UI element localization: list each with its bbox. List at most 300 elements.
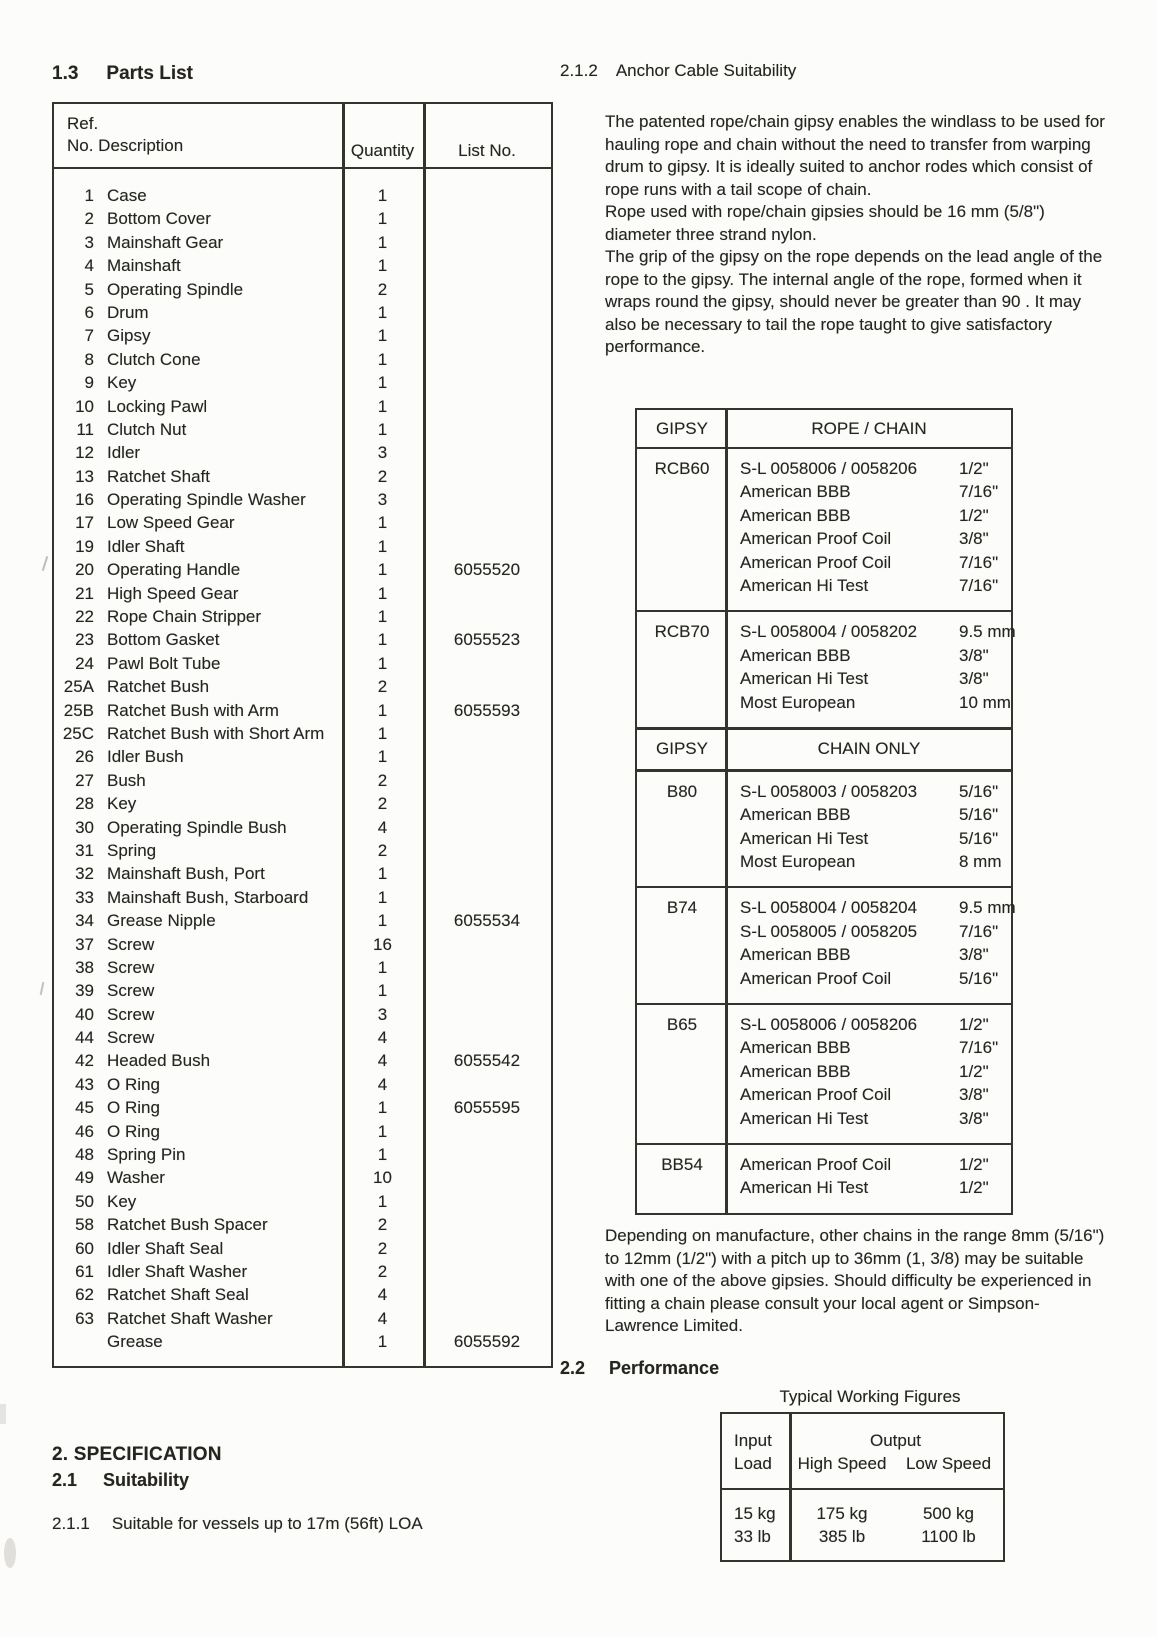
- performance-table: [720, 1412, 1005, 1562]
- part-quantity: 4: [377, 1028, 388, 1048]
- parts-table-row: [54, 1283, 551, 1306]
- gipsy-model-code: RCB70: [654, 622, 710, 642]
- parts-table-row: [54, 1143, 551, 1166]
- part-list-no: 6055593: [453, 700, 521, 720]
- low-speed-value: 500 kg: [922, 1504, 975, 1523]
- gipsy-group: [637, 1143, 1011, 1213]
- parts-table-row: [54, 441, 551, 464]
- part-quantity: 1: [377, 1121, 388, 1141]
- chain-spec-row: [727, 967, 1016, 990]
- chain-name: American Proof Coil: [740, 1154, 892, 1174]
- part-quantity: 1: [377, 747, 388, 767]
- cable-type-header: CHAIN ONLY: [817, 739, 921, 759]
- parts-table-row: [54, 301, 551, 324]
- parts-table-row: [54, 371, 551, 394]
- chain-spec-row: [727, 1036, 1011, 1059]
- part-quantity: 10: [373, 1168, 392, 1188]
- gipsy-model-code: BB54: [661, 1154, 703, 1174]
- performance-row: [722, 1525, 1003, 1548]
- part-description: Idler Shaft Seal: [107, 1238, 224, 1258]
- parts-table-row: [54, 745, 551, 768]
- chain-spec-row: [727, 527, 1011, 550]
- part-ref-no: 37: [75, 934, 94, 954]
- parts-table-row: [54, 1213, 551, 1236]
- section-number: 2.1: [52, 1470, 78, 1490]
- part-list-no: [423, 488, 551, 511]
- part-ref-no: 22: [75, 607, 94, 627]
- part-list-no: [423, 301, 551, 324]
- chain-size: 5/16": [959, 968, 999, 988]
- part-list-no: [423, 395, 551, 418]
- chain-size: 7/16": [959, 921, 999, 941]
- chain-size: 3/8": [959, 1108, 989, 1128]
- part-quantity: 1: [377, 396, 388, 416]
- part-list-no: 6055592: [453, 1332, 521, 1352]
- parts-table-row: [54, 1120, 551, 1143]
- part-description: Mainshaft: [107, 256, 181, 276]
- gipsy-model-code: RCB60: [654, 459, 710, 478]
- part-list-no: [423, 1073, 551, 1096]
- part-list-no: [423, 511, 551, 534]
- parts-table-row: [54, 348, 551, 371]
- part-list-no: [423, 1307, 551, 1330]
- chain-spec-row: [727, 457, 1011, 480]
- input-load-value: 15 kg: [734, 1504, 776, 1523]
- part-ref-no: 31: [75, 840, 94, 860]
- parts-table-body: [54, 169, 551, 1354]
- chain-size: 1/2": [959, 1154, 989, 1174]
- part-list-no: [423, 862, 551, 885]
- chain-name: Most European: [740, 852, 856, 872]
- chain-name: American BBB: [740, 482, 851, 502]
- chain-size: 9.5 mm: [959, 622, 1016, 642]
- part-description: Bottom Cover: [107, 209, 211, 229]
- section-title: Anchor Cable Suitability: [615, 61, 797, 80]
- part-ref-no: 23: [75, 630, 94, 650]
- chain-name: American BBB: [740, 505, 851, 525]
- high-speed-value: 385 lb: [818, 1527, 866, 1547]
- part-description: Ratchet Bush with Short Arm: [107, 723, 325, 743]
- part-list-no: [423, 745, 551, 768]
- part-list-no: [423, 582, 551, 605]
- output-header: Output: [869, 1431, 922, 1450]
- part-ref-no: 10: [75, 396, 94, 416]
- part-ref-no: 33: [75, 887, 94, 907]
- part-list-no: [423, 231, 551, 254]
- part-list-no: [423, 324, 551, 347]
- part-quantity: 3: [377, 443, 388, 463]
- chain-size: 10 mm: [959, 692, 1011, 712]
- gipsy-column-header: GIPSY: [656, 739, 708, 759]
- gipsy-model-code: B65: [666, 1015, 698, 1035]
- part-quantity: 2: [377, 677, 388, 697]
- section-number: 2.1.2: [560, 61, 598, 80]
- parts-table-row: [54, 1260, 551, 1283]
- part-ref-no: 40: [75, 1004, 94, 1024]
- part-list-no: [423, 348, 551, 371]
- parts-table-row: [54, 909, 551, 932]
- chain-spec-row: [727, 504, 1011, 527]
- cable-type-header: ROPE / CHAIN: [811, 418, 927, 438]
- parts-table-row: [54, 558, 551, 581]
- parts-table-row: [54, 231, 551, 254]
- chain-spec-row: [727, 1176, 1011, 1199]
- part-description: Screw: [107, 981, 155, 1001]
- chain-name: American BBB: [740, 1038, 851, 1058]
- parts-table-row: [54, 1237, 551, 1260]
- part-ref-no: 32: [75, 864, 94, 884]
- part-description: Key: [107, 1191, 137, 1211]
- chain-size: 1/2": [959, 1061, 989, 1081]
- part-ref-no: 17: [75, 513, 94, 533]
- parts-table-row: [54, 1003, 551, 1026]
- input-load-value: 33 lb: [734, 1527, 771, 1547]
- part-ref-no: 63: [75, 1308, 94, 1328]
- parts-table-row: [54, 1073, 551, 1096]
- gipsy-chain-rows: [727, 1013, 1011, 1130]
- gipsy-group: [637, 610, 1016, 727]
- chain-size: 3/8": [959, 645, 989, 665]
- parts-table-row: [54, 979, 551, 1002]
- part-description: Ratchet Bush: [107, 677, 210, 697]
- parts-table-row: [54, 511, 551, 534]
- part-ref-no: 62: [75, 1285, 94, 1305]
- part-description: Idler: [107, 443, 141, 463]
- part-description: Bush: [107, 770, 146, 790]
- part-ref-no: 25A: [63, 677, 94, 697]
- high-speed-value: 175 kg: [816, 1504, 868, 1523]
- parts-table-row: [54, 675, 551, 698]
- part-description: Gipsy: [107, 326, 151, 346]
- part-ref-no: 61: [75, 1261, 94, 1281]
- chain-name: American Proof Coil: [740, 529, 892, 549]
- part-quantity: 1: [377, 209, 388, 229]
- chain-name: S-L 0058006 / 0058206: [740, 459, 918, 478]
- part-list-no: [423, 675, 551, 698]
- specification-heading: 2. SPECIFICATION: [52, 1444, 222, 1465]
- part-ref-no: 24: [75, 653, 94, 673]
- chain-name: Most European: [740, 692, 856, 712]
- part-ref-no: 11: [76, 419, 94, 439]
- parts-table-row: [54, 1096, 551, 1119]
- part-quantity: 1: [377, 911, 388, 931]
- part-description: Idler Bush: [107, 747, 184, 767]
- gipsy-chain-rows: [727, 1153, 1011, 1200]
- part-description: O Ring: [107, 1121, 160, 1141]
- part-quantity: 1: [377, 607, 388, 627]
- clause-number: 2.1.1: [52, 1514, 90, 1533]
- part-ref-no: 43: [75, 1074, 94, 1094]
- part-description: Idler Shaft Washer: [107, 1261, 248, 1281]
- part-quantity: 1: [377, 560, 388, 580]
- part-description: Ratchet Shaft: [107, 466, 211, 486]
- part-quantity: 2: [377, 1238, 388, 1258]
- parts-list-heading: [52, 63, 193, 85]
- part-quantity: 4: [377, 1308, 388, 1328]
- chain-spec-row: [727, 780, 1011, 803]
- quantity-header: Quantity: [350, 141, 415, 160]
- part-list-no: [423, 1120, 551, 1143]
- part-description: Bottom Gasket: [107, 630, 220, 650]
- part-quantity: 4: [377, 817, 388, 837]
- chain-size: 5/16": [959, 828, 999, 848]
- part-ref-no: 45: [75, 1098, 94, 1118]
- ref-description-header: Ref. No. Description: [67, 114, 184, 155]
- suitability-heading: [52, 1470, 189, 1491]
- parts-table-row: [54, 862, 551, 885]
- part-quantity: 1: [377, 349, 388, 369]
- load-header: Load: [734, 1454, 772, 1473]
- part-ref-no: 3: [84, 232, 94, 252]
- parts-table-row: [54, 582, 551, 605]
- part-list-no: [423, 979, 551, 1002]
- part-quantity: 2: [377, 279, 388, 299]
- high-speed-header: High Speed: [797, 1454, 887, 1473]
- chain-spec-row: [727, 644, 1016, 667]
- part-ref-no: 2: [84, 209, 94, 229]
- part-quantity: 2: [377, 840, 388, 860]
- parts-table-row: [54, 254, 551, 277]
- chain-spec-row: [727, 667, 1016, 690]
- chain-name: S-L 0058003 / 0058203: [740, 781, 918, 801]
- part-ref-no: 44: [75, 1028, 94, 1048]
- section-number: 2.2: [560, 1358, 586, 1378]
- part-ref-no: 5: [84, 279, 94, 299]
- part-description: Mainshaft Gear: [107, 232, 224, 252]
- part-list-no: [423, 652, 551, 675]
- part-list-no: [423, 418, 551, 441]
- part-quantity: 1: [377, 864, 388, 884]
- part-description: O Ring: [107, 1074, 160, 1094]
- part-ref-no: 49: [75, 1168, 94, 1188]
- low-speed-value: 1100 lb: [921, 1527, 976, 1547]
- part-list-no: [423, 1213, 551, 1236]
- part-quantity: 1: [377, 232, 388, 252]
- chain-name: American Hi Test: [740, 669, 869, 689]
- part-description: Drum: [107, 302, 149, 322]
- part-quantity: 1: [377, 1145, 388, 1165]
- performance-caption: Typical Working Figures: [779, 1387, 961, 1406]
- part-description: O Ring: [107, 1098, 160, 1118]
- parts-table-row: [54, 1049, 551, 1072]
- part-quantity: 2: [377, 794, 388, 814]
- part-description: Clutch Nut: [107, 419, 187, 439]
- part-ref-no: 39: [75, 981, 94, 1001]
- parts-table-row: [54, 278, 551, 301]
- chain-spec-row: [727, 943, 1016, 966]
- parts-table-row: [54, 886, 551, 909]
- part-description: Pawl Bolt Tube: [107, 653, 221, 673]
- chain-size: 3/8": [959, 1085, 989, 1105]
- part-description: Screw: [107, 1028, 155, 1048]
- parts-table-row: [54, 933, 551, 956]
- parts-table-row: [54, 628, 551, 651]
- part-ref-no: 7: [84, 326, 94, 346]
- part-list-no: [423, 1026, 551, 1049]
- part-list-no: [423, 254, 551, 277]
- part-ref-no: 30: [75, 817, 94, 837]
- paragraph: The grip of the gipsy on the rope depends on the lead angle of the rope to the gipsy. The internal angle of the rope, formed when it wraps round the gipsy, should never be greater than 90 . It may also be necessary to tail the rope taught to give satisfactory performance.: [605, 247, 1103, 356]
- anchor-cable-paragraphs: [605, 111, 1105, 359]
- parts-table-row: [54, 1330, 551, 1353]
- parts-table-row: [54, 956, 551, 979]
- section-title: Parts List: [106, 63, 194, 84]
- part-description: Screw: [107, 934, 155, 954]
- part-ref-no: 12: [75, 443, 94, 463]
- parts-table-row: [54, 395, 551, 418]
- chain-size: 1/2": [959, 505, 989, 525]
- suitability-item: [52, 1514, 423, 1534]
- part-quantity: 1: [377, 186, 388, 205]
- part-ref-no: 50: [75, 1191, 94, 1211]
- parts-table-row: [54, 324, 551, 347]
- part-ref-no: 21: [75, 583, 94, 603]
- part-quantity: 1: [377, 653, 388, 673]
- part-list-no: [423, 1190, 551, 1213]
- parts-table: [52, 102, 553, 1368]
- part-ref-no: 1: [84, 186, 94, 205]
- part-ref-no: 46: [75, 1121, 94, 1141]
- part-description: Case: [107, 186, 147, 205]
- chain-spec-row: [727, 1083, 1011, 1106]
- part-list-no: [423, 207, 551, 230]
- chain-name: S-L 0058004 / 0058204: [740, 898, 918, 918]
- chain-name: American Hi Test: [740, 575, 869, 595]
- part-description: Ratchet Bush with Arm: [107, 700, 279, 720]
- section-title: Suitability: [103, 1470, 190, 1490]
- gipsy-chain-rows: [727, 620, 1016, 714]
- part-description: Spring: [107, 840, 157, 860]
- part-description: Low Speed Gear: [107, 513, 235, 533]
- chain-name: American BBB: [740, 805, 851, 825]
- anchor-cable-heading: [560, 61, 796, 81]
- part-list-no: [423, 933, 551, 956]
- parts-table-row: [54, 1190, 551, 1213]
- part-ref-no: 34: [75, 911, 94, 931]
- part-list-no: [423, 956, 551, 979]
- chain-size: 7/16": [959, 1038, 999, 1058]
- part-quantity: 3: [377, 1004, 388, 1024]
- parts-table-row: [54, 699, 551, 722]
- part-ref-no: 6: [84, 302, 94, 322]
- part-ref-no: 16: [75, 490, 94, 510]
- part-quantity: 1: [377, 887, 388, 907]
- chain-name: American BBB: [740, 1061, 851, 1081]
- part-quantity: 1: [377, 302, 388, 322]
- part-description: Ratchet Shaft Washer: [107, 1308, 273, 1328]
- chain-size: 9.5 mm: [959, 898, 1016, 918]
- part-description: Locking Pawl: [107, 396, 208, 416]
- low-speed-header: Low Speed: [905, 1454, 992, 1473]
- part-description: Operating Spindle Bush: [107, 817, 287, 837]
- scan-artifact: [0, 1404, 6, 1424]
- chain-spec-row: [727, 1013, 1011, 1036]
- chain-spec-row: [727, 574, 1011, 597]
- parts-table-row: [54, 1166, 551, 1189]
- list-no-header: List No.: [458, 141, 516, 160]
- chain-name: American Proof Coil: [740, 968, 892, 988]
- parts-table-row: [54, 839, 551, 862]
- part-ref-no: 20: [75, 560, 94, 580]
- parts-table-row: [54, 207, 551, 230]
- parts-table-header: [54, 104, 551, 169]
- part-list-no: [423, 184, 551, 207]
- chain-name: S-L 0058006 / 0058206: [740, 1015, 918, 1035]
- part-list-no: [423, 1260, 551, 1283]
- part-description: Idler Shaft: [107, 536, 185, 556]
- chain-name: American Proof Coil: [740, 1085, 892, 1105]
- chain-size: 7/16": [959, 552, 999, 572]
- part-ref-no: 28: [75, 794, 94, 814]
- chain-spec-row: [727, 620, 1016, 643]
- part-ref-no: 60: [75, 1238, 94, 1258]
- part-ref-no: [54, 1330, 94, 1353]
- chain-size: 1/2": [959, 459, 989, 478]
- gipsy-chain-rows: [727, 896, 1016, 990]
- part-quantity: 1: [377, 1191, 388, 1211]
- part-quantity: 1: [377, 1332, 388, 1352]
- chain-spec-row: [727, 480, 1011, 503]
- part-description: Rope Chain Stripper: [107, 607, 262, 627]
- part-list-no: 6055523: [453, 630, 521, 650]
- part-list-no: [423, 769, 551, 792]
- part-ref-no: 19: [75, 536, 94, 556]
- part-description: Grease Nipple: [107, 911, 216, 931]
- parts-table-row: [54, 722, 551, 745]
- part-quantity: 1: [377, 630, 388, 650]
- part-ref-no: 13: [75, 466, 94, 486]
- part-list-no: [423, 465, 551, 488]
- chain-spec-row: [727, 1107, 1011, 1130]
- chain-name: American Hi Test: [740, 1178, 869, 1198]
- paragraph: Rope used with rope/chain gipsies should be 16 mm (5/8") diameter three strand nylon.: [605, 202, 1045, 244]
- part-list-no: [423, 278, 551, 301]
- gipsy-group: [637, 886, 1016, 1003]
- part-description: Ratchet Shaft Seal: [107, 1285, 249, 1305]
- chain-name: S-L 0058004 / 0058202: [740, 622, 918, 642]
- part-list-no: 6055542: [453, 1051, 521, 1071]
- chain-name: American Hi Test: [740, 828, 869, 848]
- part-description: Operating Spindle Washer: [107, 490, 306, 510]
- part-description: Grease: [107, 1332, 163, 1352]
- part-list-no: [423, 816, 551, 839]
- chain-name: American Hi Test: [740, 1108, 869, 1128]
- right-column: [560, 0, 1150, 1637]
- chain-size: 5/16": [959, 805, 999, 825]
- performance-table-body: [722, 1490, 1003, 1549]
- part-quantity: 3: [377, 490, 388, 510]
- part-quantity: 4: [377, 1074, 388, 1094]
- part-list-no: [423, 535, 551, 558]
- part-ref-no: 25C: [62, 723, 94, 743]
- performance-table-header: [722, 1414, 1003, 1490]
- gipsy-group: [637, 449, 1011, 610]
- part-ref-no: 9: [84, 373, 94, 393]
- part-ref-no: 42: [75, 1051, 94, 1071]
- chain-spec-row: [727, 827, 1011, 850]
- part-list-no: 6055520: [453, 560, 521, 580]
- part-list-no: [423, 839, 551, 862]
- parts-table-row: [54, 652, 551, 675]
- gipsy-table-header: [637, 727, 1011, 772]
- part-description: Ratchet Bush Spacer: [107, 1215, 268, 1235]
- parts-table-row: [54, 465, 551, 488]
- part-quantity: 1: [377, 256, 388, 276]
- part-quantity: 1: [377, 1098, 388, 1118]
- part-description: Clutch Cone: [107, 349, 201, 369]
- part-description: Screw: [107, 1004, 155, 1024]
- part-ref-no: 38: [75, 957, 94, 977]
